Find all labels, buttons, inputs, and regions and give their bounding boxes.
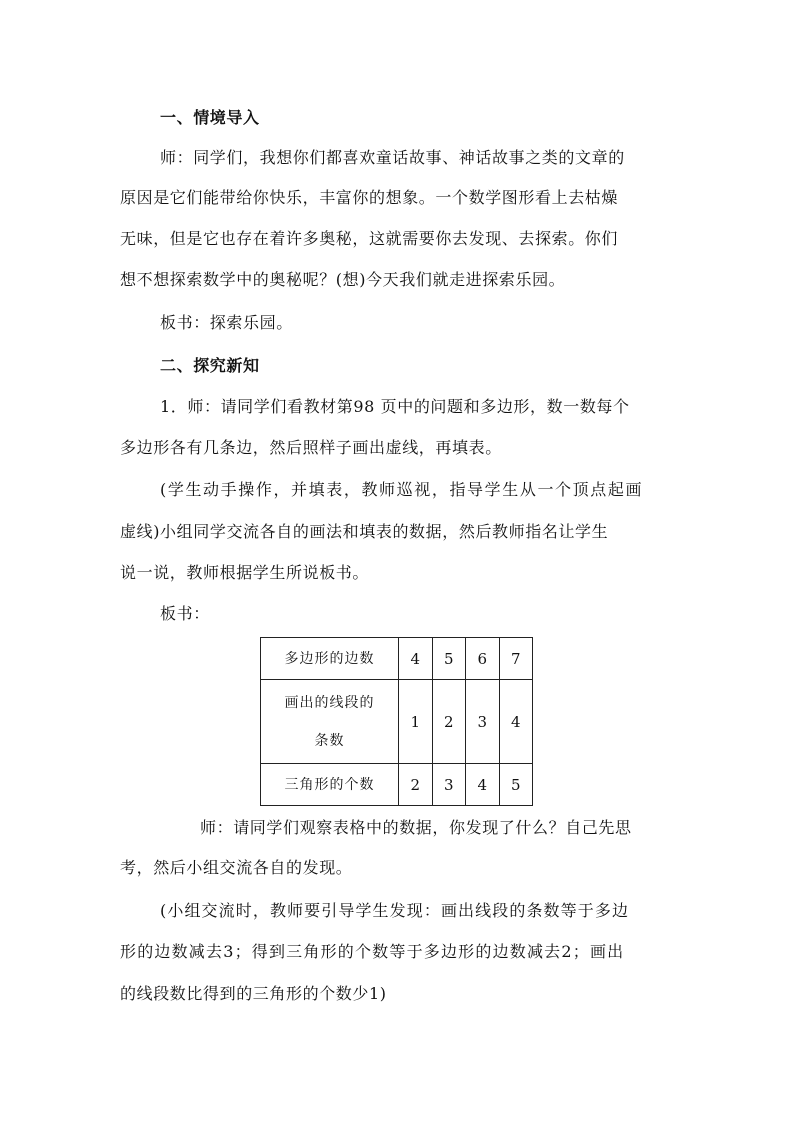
table-cell: 2 <box>399 764 433 806</box>
table-cell: 5 <box>432 638 466 680</box>
paragraph-line: 虚线)小组同学交流各自的画法和填表的数据，然后教师指名让学生 <box>120 522 609 541</box>
paragraph-line: 多边形各有几条边，然后照样子画出虚线，再填表。 <box>120 438 502 457</box>
paragraph-line: 形的边数减去3；得到三角形的个数等于多边形的边数减去2；画出 <box>120 942 625 961</box>
table-row <box>261 680 533 764</box>
table-cell: 3 <box>432 764 466 806</box>
paragraph-line: 原因是它们能带给你快乐，丰富你的想象。一个数学图形看上去枯燥 <box>120 188 619 207</box>
table-cell: 3 <box>466 680 500 764</box>
row-label-triangles: 三角形的个数 <box>261 764 399 806</box>
table-cell: 4 <box>466 764 500 806</box>
polygon-data-table <box>260 637 533 806</box>
table-cell: 1 <box>399 680 433 764</box>
paragraph-line: 想不想探索数学中的奥秘呢？(想)今天我们就走进探索乐园。 <box>120 270 566 289</box>
section-heading-explore: 二、探究新知 <box>160 356 260 375</box>
table-cell: 4 <box>399 638 433 680</box>
row-label-sides: 多边形的边数 <box>261 638 399 680</box>
paragraph-line: 板书：探索乐园。 <box>160 313 293 332</box>
row-label-segments <box>261 680 399 764</box>
paragraph-line: 1．师：请同学们看教材第98 页中的问题和多边形，数一数每个 <box>160 397 630 416</box>
row-label-line: 画出的线段的 <box>284 694 375 711</box>
table-row <box>261 764 533 806</box>
paragraph-line: 师：请同学们观察表格中的数据，你发现了什么？自己先思 <box>200 818 632 837</box>
table-cell: 7 <box>499 638 533 680</box>
paragraph-line: 师：同学们，我想你们都喜欢童话故事、神话故事之类的文章的 <box>160 148 625 167</box>
section-heading-intro: 一、情境导入 <box>160 108 260 127</box>
paragraph-line: 说一说，教师根据学生所说板书。 <box>120 563 370 582</box>
row-label-line: 条数 <box>314 732 345 749</box>
table-cell: 2 <box>432 680 466 764</box>
board-label: 板书： <box>160 604 210 623</box>
paragraph-line: 无味，但是它也存在着许多奥秘，这就需要你去发现、去探索。你们 <box>120 229 619 248</box>
table-cell: 6 <box>466 638 500 680</box>
paragraph-line: (小组交流时，教师要引导学生发现：画出线段的条数等于多边 <box>160 901 630 920</box>
table-cell: 4 <box>499 680 533 764</box>
paragraph-line: 的线段数比得到的三角形的个数少1) <box>120 984 387 1003</box>
paragraph-line: 考，然后小组交流各自的发现。 <box>120 858 353 877</box>
table-cell: 5 <box>499 764 533 806</box>
table-row <box>261 638 533 680</box>
paragraph-line: (学生动手操作，并填表，教师巡视，指导学生从一个顶点起画 <box>160 480 644 499</box>
